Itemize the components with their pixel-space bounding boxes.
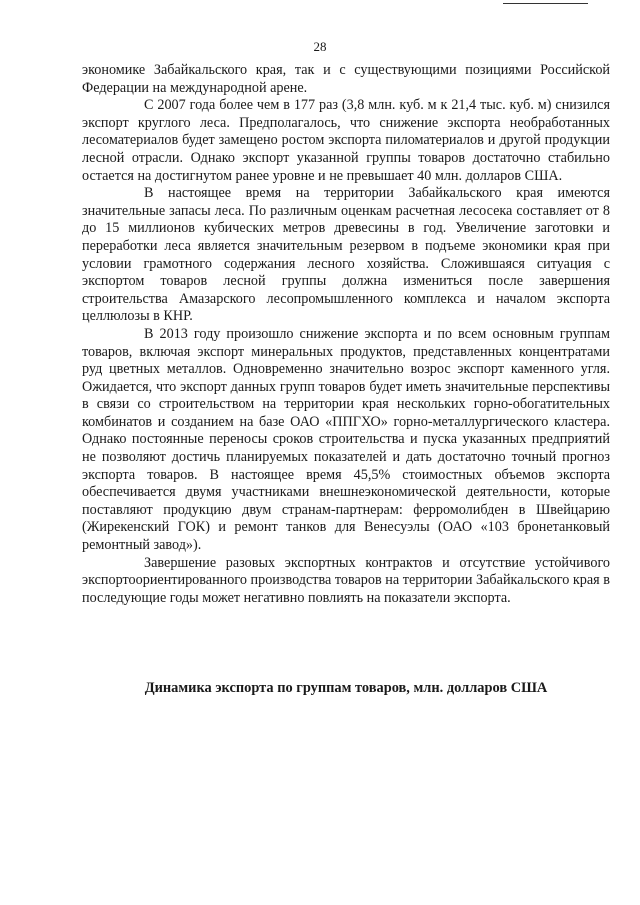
top-edge-mark bbox=[503, 3, 588, 4]
body-text bbox=[82, 62, 610, 607]
paragraph-forest-reserves: В настоящее время на территории Забайкальского края имеются значительные запасы леса. По различным оценкам расчетная лесосека составляет от 8 до 15 миллионов кубических метров древесины в год. Увеличение заготовки и переработки леса является значительным резервом в подъеме экономики края при условии грамотного содержания лесного хозяйства. Сложившаяся ситуация с экспортом товаров лесной группы должна измениться после завершения строительства Амазарского лесопромышленного комплекса и началом экспорта целлюлозы в КНР. bbox=[82, 185, 610, 325]
paragraph-continuation: экономике Забайкальского края, так и с существующими позициями Российской Федерации на международной арене. bbox=[82, 62, 610, 96]
table-title: Динамика экспорта по группам товаров, млн. долларов США bbox=[144, 680, 548, 696]
paragraph-export-decline-2013: В 2013 году произошло снижение экспорта и по всем основным группам товаров, включая экспорт минеральных продуктов, представленных концентратами руд цветных металлов. Одновременно значительно возрос экспорт каменного угля. Ожидается, что экспорт данных групп товаров будет иметь значительные перспективы в связи со строительством на территории края нескольких горно-обогатительных комбинатов и созданием на базе ОАО «ППГХО» горно-металлургического кластера. Однако постоянные переносы сроков строительства и пуска указанных предприятий не позволяют достичь планируемых показателей и дать достаточно точный прогноз экспорта товаров. В настоящее время 45,5% стоимостных объемов экспорта обеспечивается двумя участниками внешнеэкономической деятельности, которые поставляют продукцию двум странам-партнерам: ферромолибден в Швейцарию (Жирекенский ГОК) и ремонт танков для Венесуэлы (ОАО «103 бронетанковый ремонтный завод»). bbox=[82, 325, 610, 554]
page-number: 28 bbox=[313, 39, 327, 54]
paragraph-export-outlook: Завершение разовых экспортных контрактов и отсутствие устойчивого экспортоориентированного производства товаров на территории Забайкальского края в последующие годы может негативно повлиять на показатели экспорта. bbox=[82, 554, 610, 606]
paragraph-roundwood-export: С 2007 года более чем в 177 раз (3,8 млн. куб. м к 21,4 тыс. куб. м) снизился экспорт круглого леса. Предполагалось, что снижение экспорта необработанных лесоматериалов будет замещено ростом экспорта пиломатериалов и другой продукции лесной отрасли. Однако экспорт указанной группы товаров достаточно стабильно остается на достигнутом ранее уровне и не превышает 40 млн. долларов США. bbox=[82, 97, 610, 184]
